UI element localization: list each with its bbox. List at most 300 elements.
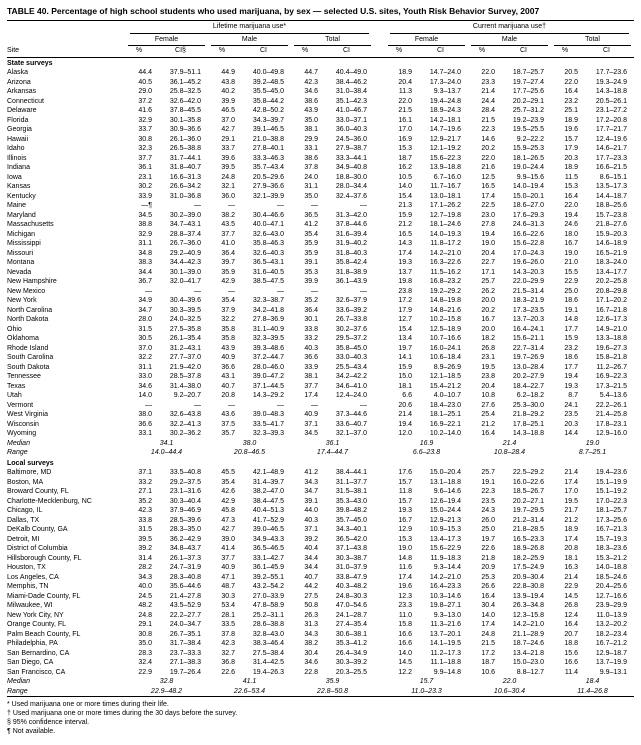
percent-value: 30.8: [138, 135, 152, 143]
ci-value: 16.7–21.3: [595, 526, 627, 533]
percent-value: 38.2: [304, 640, 318, 647]
percent-value: 18.7: [398, 154, 412, 162]
percent-value: 32.4: [138, 659, 152, 666]
ci-value: 35.5–45.0: [252, 88, 284, 95]
site-name: Miami-Dade County, FL: [7, 592, 81, 600]
percent-value: 37.0: [221, 116, 235, 124]
percent-value: 15.9: [398, 211, 412, 219]
ci-value: 37.8–44.6: [335, 221, 367, 228]
subgroup-header-row: [7, 34, 634, 47]
table-row: [7, 582, 634, 592]
ci-value: 39.0–47.2: [252, 373, 284, 380]
percent-value: —: [228, 287, 235, 295]
subgroup-lifetime-female: [125, 34, 208, 47]
percent-value: 39.0: [221, 535, 235, 543]
data-table: [7, 20, 634, 697]
ci-value: 34.7–43.1: [169, 221, 201, 228]
percent-value: 32.3: [138, 145, 152, 152]
percent-value: 35.0: [304, 192, 318, 200]
ci-value: 20.5–26.1: [595, 97, 627, 105]
ci-value: 22.8–30.8: [512, 583, 544, 590]
column-gap: [374, 649, 385, 659]
site-name: Orange County, FL: [7, 621, 67, 628]
ci-value: 18.7–25.7: [512, 69, 544, 76]
summary-row: [7, 439, 634, 449]
ci-value: 14.3–20.3: [512, 268, 544, 276]
percent-value: 16.4: [481, 430, 495, 437]
ci-value: 32.0–41.7: [169, 278, 201, 285]
percent-value: 23.2: [564, 344, 578, 352]
ci-value: 31.3–42.0: [335, 211, 367, 219]
percent-value: 28.4: [481, 107, 495, 114]
ci-value: 14.3–18.8: [595, 88, 627, 95]
site-name: Indiana: [7, 164, 30, 171]
site-name: Broward County, FL: [7, 488, 69, 495]
percent-value: 36.7: [138, 278, 152, 285]
site-name: Los Angeles, CA: [7, 573, 59, 581]
site-name: Connecticut: [7, 97, 44, 105]
ci-value: 13.3–18.8: [595, 335, 627, 342]
ci-value: 18.6–27.0: [512, 202, 544, 209]
percent-value: 25.0: [564, 287, 578, 295]
ci-value: 15.6–22.9: [429, 545, 461, 552]
percent-value: 12.5: [481, 173, 495, 181]
ci-value: 9.9–13.1: [599, 668, 627, 676]
percent-value: 37.5: [221, 420, 235, 428]
percent-value: 18.8: [564, 640, 578, 647]
ci-value: 30.1–35.8: [169, 116, 201, 124]
ci-value: 16.8–23.2: [429, 278, 461, 285]
ci-value: 16.0–22.6: [512, 478, 544, 486]
ci-value: 27.5–38.4: [252, 649, 284, 657]
percent-value: 39.5: [138, 535, 152, 543]
ci-value: 38.3–46.4: [252, 640, 284, 647]
site-name: Boston, MA: [7, 478, 44, 486]
percent-value: 14.3: [398, 240, 412, 247]
percent-value: 29.1: [221, 135, 235, 143]
percent-value: —: [228, 401, 235, 409]
section-label: State surveys: [7, 59, 53, 67]
ci-value: 22.2–27.7: [169, 611, 201, 619]
percent-value: 21.5: [398, 107, 412, 114]
percent-value: 17.9: [564, 145, 578, 152]
percent-value: 22.3: [481, 488, 495, 495]
ci-value: 4.0–10.7: [433, 392, 461, 399]
ci-value: 14.0–19.4: [512, 183, 544, 190]
table-row: [7, 144, 634, 154]
column-gap: [374, 487, 385, 497]
percent-value: 36.4: [221, 249, 235, 257]
column-gap: [374, 287, 385, 297]
percent-value: 11.0: [398, 611, 412, 619]
column-gap: [374, 401, 385, 411]
col-header: CI: [319, 46, 374, 57]
column-gap: [374, 78, 385, 88]
ci-value: 14.2–21.0: [512, 621, 544, 628]
ci-value: 17.3–24.0: [429, 78, 461, 86]
ci-value: 26.1–35.4: [169, 335, 201, 342]
percent-value: 25.7: [481, 278, 495, 285]
percent-value: 19.4: [564, 211, 578, 219]
ci-value: 34.6–41.0: [335, 382, 367, 390]
table-row: [7, 516, 634, 526]
percent-value: 38.1: [304, 373, 318, 380]
site-name: New Hampshire: [7, 278, 57, 285]
footnote-current-definition: † Used marijuana one or more times during the 30 days before the survey.: [7, 710, 238, 717]
summary-label: Range: [7, 687, 28, 695]
percent-value: 33.2: [138, 478, 152, 486]
ci-value: —: [360, 287, 367, 295]
percent-value: 20.8: [221, 392, 235, 399]
percent-value: 21.2: [481, 420, 495, 428]
ci-value: 15.9–20.3: [595, 230, 627, 238]
percent-value: 29.1: [138, 621, 152, 628]
ci-value: 37.9–46.9: [169, 507, 201, 514]
percent-value: 15.9: [564, 335, 578, 342]
percent-value: 34.6: [304, 659, 318, 666]
percent-value: 37.7: [304, 382, 318, 390]
percent-value: 35.4: [221, 297, 235, 304]
ci-value: —: [277, 401, 284, 409]
percent-value: 12.7: [398, 316, 412, 323]
percent-value: 20.2: [481, 145, 495, 152]
summary-value: 38.0: [242, 439, 257, 447]
percent-value: 42.6: [221, 488, 235, 495]
ci-value: 35.3–43.0: [335, 497, 367, 505]
table-row: [7, 192, 634, 202]
ci-value: 15.3–21.2: [595, 554, 627, 562]
summary-value: 19.0: [585, 439, 600, 447]
ci-value: 24.0–34.7: [169, 621, 201, 628]
percent-value: 31.5: [138, 526, 152, 533]
percent-value: 39.2: [304, 535, 318, 543]
ci-value: 31.4–39.7: [252, 478, 284, 486]
ci-value: 32.4–37.6: [335, 192, 367, 200]
percent-value: 18.9: [398, 69, 412, 76]
ci-value: 13.5–17.3: [595, 183, 627, 190]
percent-value: 41.6: [138, 107, 152, 114]
column-gap: [374, 277, 385, 287]
col-header: CI: [413, 46, 468, 57]
percent-value: 29.0: [138, 88, 152, 95]
ci-value: 14.2–21.0: [429, 249, 461, 257]
site-name: Oklahoma: [7, 335, 39, 342]
percent-value: 19.7: [398, 344, 412, 352]
site-name: Dallas, TX: [7, 516, 40, 524]
percent-value: 42.3: [304, 78, 318, 86]
ci-value: 33.6–39.2: [335, 306, 367, 314]
percent-value: 17.7: [564, 325, 578, 333]
ci-value: 14.4–18.7: [595, 192, 627, 200]
summary-value: 10.8–28.4: [493, 449, 526, 456]
percent-value: 42.3: [138, 507, 152, 514]
percent-value: 12.0: [398, 430, 412, 437]
ci-value: 20.3–25.5: [335, 668, 367, 676]
ci-value: 19.6–27.3: [595, 344, 627, 352]
table-row: [7, 535, 634, 545]
ci-value: 15.0–24.4: [429, 507, 461, 514]
percent-value: 10.8: [481, 392, 495, 399]
ci-value: 30.4–46.6: [252, 211, 284, 219]
ci-value: 36.0–40.3: [335, 126, 367, 133]
percent-value: 23.1: [481, 354, 495, 361]
ci-value: 26.7–36.0: [169, 240, 201, 247]
column-gap: [374, 592, 385, 602]
percent-value: 16.2: [398, 164, 412, 171]
percent-value: 19.5: [564, 497, 578, 505]
ci-value: 25.2–31.1: [252, 611, 284, 619]
percent-value: 19.3: [398, 259, 412, 266]
percent-value: 31.3: [304, 621, 318, 628]
group-header-row: [7, 21, 634, 34]
percent-value: 41.2: [304, 469, 318, 476]
percent-value: 20.4: [481, 382, 495, 390]
percent-value: 38.3: [138, 259, 152, 266]
table-row: [7, 497, 634, 507]
percent-value: 31.5: [138, 325, 152, 333]
percent-value: 26.0: [481, 516, 495, 524]
percent-value: 24.3: [481, 507, 495, 514]
ci-value: 12.6–17.3: [595, 316, 627, 323]
ci-value: 14.8–21.6: [429, 306, 461, 314]
percent-value: 43.9: [304, 107, 318, 114]
column-gap: [374, 144, 385, 154]
ci-value: 17.7–25.6: [512, 88, 544, 95]
percent-value: 19.6: [398, 583, 412, 590]
ci-value: 15.4–21.2: [429, 382, 461, 390]
column-gap: [374, 116, 385, 126]
ci-value: 19.2–23.9: [512, 116, 544, 124]
column-header-row: [7, 46, 634, 57]
ci-value: 16.4–23.3: [429, 583, 461, 590]
ci-value: 27.5–35.8: [169, 325, 201, 333]
col-header: %: [468, 46, 496, 57]
table-row: [7, 277, 634, 287]
ci-value: 13.4–21.8: [512, 649, 544, 657]
ci-value: 18.3–24.0: [595, 259, 627, 266]
percent-value: 15.7: [398, 497, 412, 505]
percent-value: 23.8: [481, 373, 495, 380]
percent-value: 35.7: [221, 430, 235, 437]
table-row: [7, 268, 634, 278]
percent-value: 20.2: [481, 306, 495, 314]
percent-value: 6.6: [402, 392, 412, 399]
summary-value: 11.0–23.3: [411, 687, 442, 695]
ci-value: 13.1–18.8: [429, 478, 461, 486]
percent-value: 26.8: [481, 344, 495, 352]
column-gap: [374, 429, 385, 439]
table-row: [7, 306, 634, 316]
percent-value: 42.3: [221, 640, 235, 647]
percent-value: 22.5: [481, 202, 495, 209]
ci-value: 21.1–28.9: [512, 630, 544, 638]
ci-value: 39.0–48.3: [252, 411, 284, 418]
ci-value: 34.8–43.7: [169, 545, 201, 552]
table-row: [7, 78, 634, 88]
percent-value: 48.2: [138, 602, 152, 609]
ci-value: 36.5–42.0: [335, 535, 367, 543]
percent-value: 39.6: [221, 154, 235, 162]
column-gap: [374, 516, 385, 526]
ci-value: 13.2–20.2: [595, 621, 627, 628]
column-gap: [374, 211, 385, 221]
percent-value: 16.5: [398, 230, 412, 238]
ci-value: 35.8–44.2: [252, 97, 284, 105]
percent-value: 10.6: [481, 668, 495, 676]
column-gap: [374, 220, 385, 230]
percent-value: 25.1: [564, 107, 578, 114]
ci-value: 20.9–30.4: [512, 573, 544, 581]
summary-label: Median: [7, 678, 30, 685]
ci-value: 31.9–40.2: [335, 240, 367, 247]
percent-value: 12.9: [398, 526, 412, 533]
percent-value: 25.4: [481, 411, 495, 418]
site-name: Ohio: [7, 325, 22, 333]
percent-value: 40.4: [304, 545, 318, 552]
percent-value: 18.9: [564, 164, 578, 171]
percent-value: 42.7: [221, 126, 235, 133]
percent-value: 19.7: [481, 535, 495, 543]
ci-value: 19.5–25.5: [512, 126, 544, 133]
percent-value: 11.5: [564, 173, 578, 181]
ci-value: 31.6–39.4: [335, 230, 367, 238]
table-row: [7, 544, 634, 554]
column-gap: [374, 448, 385, 458]
ci-value: 47.8–58.9: [252, 602, 284, 609]
column-gap: [374, 420, 385, 430]
ci-value: 14.0–19.3: [429, 230, 461, 238]
percent-value: 24.6: [564, 221, 578, 228]
ci-value: 31.0–38.4: [335, 88, 367, 95]
percent-value: 34.6: [304, 88, 318, 95]
site-name: Idaho: [7, 145, 25, 152]
summary-label: Range: [7, 449, 28, 456]
footnote-not-available: ¶ Not available.: [7, 728, 56, 735]
ci-value: 16.9–22.1: [429, 420, 461, 428]
table-row: [7, 525, 634, 535]
ci-value: 35.8–45.0: [335, 344, 367, 352]
percent-value: 19.4: [564, 373, 578, 380]
column-gap: [374, 439, 385, 449]
percent-value: 12.4: [564, 611, 578, 619]
table-row: [7, 249, 634, 259]
ci-value: 33.0–37.1: [335, 116, 367, 124]
percent-value: 19.4: [481, 230, 495, 238]
ci-value: 14.0–18.8: [595, 564, 627, 571]
ci-value: 38.4–47.5: [252, 497, 284, 505]
percent-value: 18.2: [481, 335, 495, 342]
table-row: [7, 353, 634, 363]
percent-value: 15.5: [564, 268, 578, 276]
ci-value: 20.8–29.8: [595, 287, 627, 295]
ci-value: 31.4–42.5: [252, 659, 284, 666]
percent-value: —: [311, 202, 318, 209]
ci-value: 32.8–43.0: [252, 630, 284, 638]
site-name: Missouri: [7, 249, 34, 257]
column-gap: [374, 582, 385, 592]
ci-value: 26.3–34.8: [512, 602, 544, 609]
percent-value: 33.0: [138, 373, 152, 380]
percent-value: 23.3: [398, 602, 412, 609]
ci-value: 31.1–37.7: [335, 478, 367, 486]
ci-value: 17.5–24.9: [512, 564, 544, 571]
ci-value: 29.5–37.2: [335, 335, 367, 342]
ci-value: 34.2–42.2: [335, 373, 367, 380]
percent-value: 35.2: [304, 297, 318, 304]
ci-value: 32.2–41.3: [169, 420, 201, 428]
percent-value: 20.0: [481, 325, 495, 333]
ci-value: 19.7–26.9: [512, 354, 544, 361]
percent-value: 18.1: [398, 382, 412, 390]
ci-value: 32.6–40.3: [252, 249, 284, 257]
table-row: [7, 487, 634, 497]
percent-value: 14.0: [481, 611, 495, 619]
ci-value: 14.2–21.0: [429, 573, 461, 581]
table-row: [7, 468, 634, 478]
ci-value: 19.4–24.8: [429, 97, 461, 105]
percent-value: 26.6: [481, 583, 495, 590]
percent-value: —: [145, 287, 152, 295]
ci-value: 17.7–21.7: [595, 126, 627, 133]
ci-value: 15.0–20.1: [512, 192, 544, 200]
column-gap: [374, 391, 385, 401]
ci-value: 22.7–31.4: [512, 344, 544, 352]
column-gap: [374, 382, 385, 392]
ci-value: 32.6–42.0: [169, 97, 201, 105]
percent-value: 28.2: [138, 564, 152, 571]
subgroup-current-total: [551, 34, 634, 47]
ci-value: 21.4–27.8: [169, 592, 201, 600]
percent-value: 47.1: [221, 573, 235, 581]
percent-value: 17.1: [481, 268, 495, 276]
ci-value: 16.7–21.8: [595, 306, 627, 314]
subgroup-label: Male: [211, 35, 288, 47]
column-gap: [374, 563, 385, 573]
percent-value: 39.1: [304, 259, 318, 266]
percent-value: 38.6: [304, 97, 318, 105]
percent-value: 11.4: [564, 668, 578, 676]
percent-value: 12.2: [398, 668, 412, 676]
subgroup-current-male: [468, 34, 551, 47]
site-name: Michigan: [7, 230, 36, 238]
percent-value: 34.3: [304, 478, 318, 486]
percent-value: 16.6: [398, 640, 412, 647]
table-row: [7, 506, 634, 516]
percent-value: 20.6: [398, 401, 412, 409]
column-gap: [374, 506, 385, 516]
ci-value: 31.8–40.3: [335, 249, 367, 257]
ci-value: 17.1–26.2: [429, 202, 461, 209]
ci-value: 17.3–25.6: [595, 516, 627, 524]
ci-value: 17.3–23.5: [512, 306, 544, 314]
percent-value: 20.8: [564, 545, 578, 552]
group-label-lifetime: Lifetime marijuana use*: [130, 22, 369, 34]
percent-value: 28.0: [138, 316, 152, 323]
table-row: [7, 563, 634, 573]
ci-value: 34.9–43.3: [252, 535, 284, 543]
percent-value: 42.9: [221, 278, 235, 285]
ci-value: 20.2–27.9: [512, 373, 544, 380]
percent-value: 19.1: [564, 306, 578, 314]
percent-value: 24.0: [304, 173, 318, 181]
site-name: New Mexico: [7, 287, 46, 295]
ci-value: 9.9–15.6: [516, 173, 544, 181]
site-name: Memphis, TN: [7, 583, 49, 590]
ci-value: 24.5–36.0: [335, 135, 367, 143]
col-header: %: [551, 46, 579, 57]
ci-value: 17.8–23.1: [595, 420, 627, 428]
table-row: [7, 106, 634, 116]
